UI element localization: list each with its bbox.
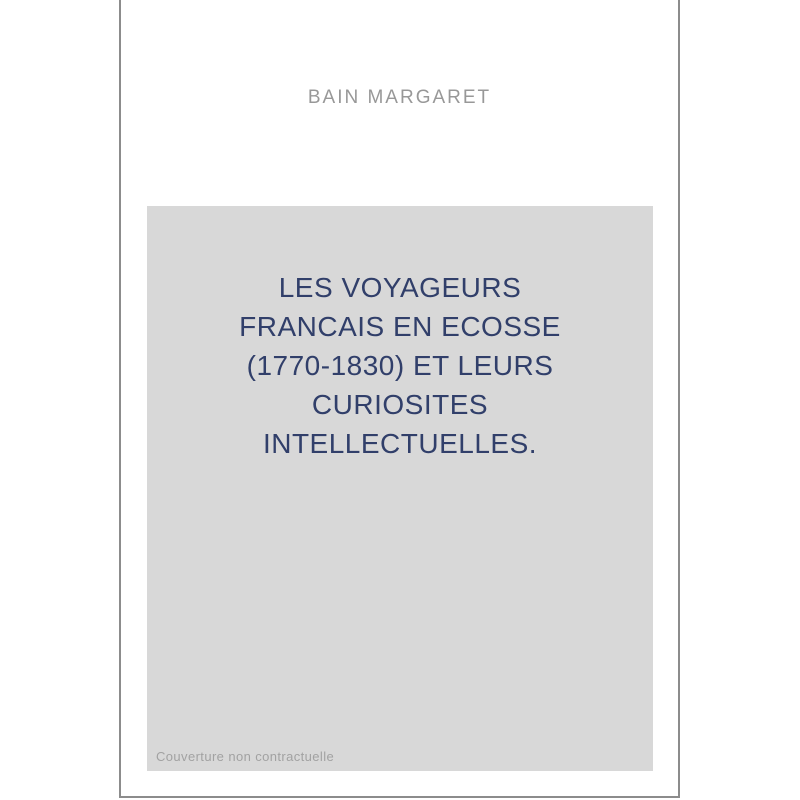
book-cover [119, 0, 680, 798]
book-title-line: CURIOSITES [311, 389, 489, 420]
title-panel [147, 206, 653, 771]
book-title-line: INTELLECTUELLES. [262, 428, 538, 459]
book-title-line: LES VOYAGEURS [278, 272, 522, 303]
book-title-line: (1770-1830) ET LEURS [246, 350, 554, 381]
cover-disclaimer: Couverture non contractuelle [156, 749, 335, 764]
author-name: BAIN MARGARET [307, 87, 492, 108]
book-title [147, 268, 653, 463]
book-title-line: FRANCAIS EN ECOSSE [239, 311, 561, 342]
